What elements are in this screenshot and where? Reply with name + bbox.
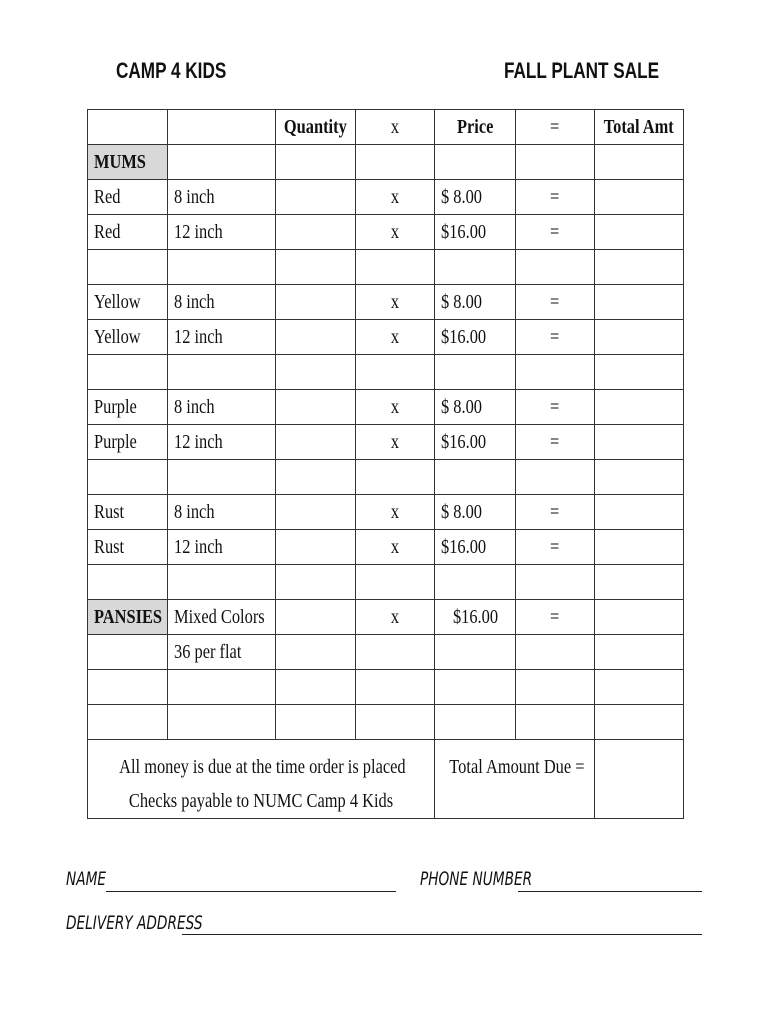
empty-cell [276, 250, 356, 285]
equals-sign: = [516, 390, 595, 425]
quantity-field[interactable] [276, 390, 356, 425]
total-field[interactable] [595, 180, 684, 215]
empty-cell [516, 250, 595, 285]
empty-cell [595, 670, 684, 705]
item-size: 8 inch [168, 285, 276, 320]
quantity-field[interactable] [276, 215, 356, 250]
payment-note [88, 740, 435, 819]
empty-cell [595, 460, 684, 495]
header-equals: = [516, 110, 595, 145]
item-color: Purple [88, 425, 168, 460]
empty-cell [276, 705, 356, 740]
empty-cell [435, 705, 516, 740]
equals-sign: = [516, 600, 595, 635]
equals-sign: = [516, 425, 595, 460]
item-price: $ 8.00 [435, 180, 516, 215]
table-row [88, 425, 684, 460]
total-field[interactable] [595, 320, 684, 355]
empty-cell [516, 670, 595, 705]
empty-cell [356, 250, 435, 285]
empty-cell [88, 635, 168, 670]
item-color: Rust [88, 530, 168, 565]
table-row [88, 320, 684, 355]
pansies-row [88, 600, 684, 635]
item-price: $16.00 [435, 320, 516, 355]
footer-row [88, 740, 684, 819]
item-price: $ 8.00 [435, 495, 516, 530]
empty-cell [595, 145, 684, 180]
table-row [88, 495, 684, 530]
empty-cell [435, 670, 516, 705]
quantity-field[interactable] [276, 530, 356, 565]
empty-cell [435, 355, 516, 390]
empty-cell [516, 705, 595, 740]
empty-cell [168, 145, 276, 180]
empty-cell [435, 635, 516, 670]
empty-cell [516, 460, 595, 495]
equals-sign: = [516, 215, 595, 250]
delivery-address-field[interactable] [182, 934, 702, 935]
times-sign: x [356, 180, 435, 215]
empty-cell [276, 355, 356, 390]
phone-number-label: PHONE NUMBER [420, 868, 533, 890]
item-price: $16.00 [435, 215, 516, 250]
item-size: 12 inch [168, 320, 276, 355]
pansies-label: PANSIES [88, 600, 168, 635]
empty-cell [168, 355, 276, 390]
times-sign: x [356, 390, 435, 425]
table-header-row [88, 110, 684, 145]
quantity-field[interactable] [276, 425, 356, 460]
empty-cell [168, 250, 276, 285]
empty-cell [276, 145, 356, 180]
equals-sign: = [516, 495, 595, 530]
empty-cell [168, 460, 276, 495]
empty-cell [356, 670, 435, 705]
total-field[interactable] [595, 215, 684, 250]
order-table [87, 109, 684, 819]
empty-cell [435, 250, 516, 285]
spacer-row [88, 670, 684, 705]
table-row [88, 215, 684, 250]
spacer-row [88, 460, 684, 495]
empty-cell [88, 705, 168, 740]
item-size: 8 inch [168, 180, 276, 215]
quantity-field[interactable] [276, 320, 356, 355]
item-price: $ 8.00 [435, 285, 516, 320]
empty-cell [595, 705, 684, 740]
empty-cell [168, 670, 276, 705]
empty-cell [88, 460, 168, 495]
pansies-note: 36 per flat [168, 635, 276, 670]
empty-cell [516, 635, 595, 670]
empty-cell [435, 145, 516, 180]
times-sign: x [356, 530, 435, 565]
empty-cell [516, 145, 595, 180]
empty-cell [435, 460, 516, 495]
empty-cell [356, 460, 435, 495]
empty-cell [88, 355, 168, 390]
table-row [88, 390, 684, 425]
item-size: 12 inch [168, 530, 276, 565]
times-sign: x [356, 495, 435, 530]
equals-sign: = [516, 530, 595, 565]
equals-sign: = [516, 180, 595, 215]
equals-sign: = [516, 320, 595, 355]
item-color: Red [88, 215, 168, 250]
spacer-row [88, 250, 684, 285]
empty-cell [88, 670, 168, 705]
item-size: 8 inch [168, 495, 276, 530]
header-sale-title: FALL PLANT SALE [504, 58, 660, 83]
times-sign: x [356, 320, 435, 355]
empty-cell [595, 250, 684, 285]
empty-cell [595, 565, 684, 600]
empty-cell [595, 355, 684, 390]
total-amount-due-label: Total Amount Due = [435, 740, 595, 819]
checks-payable-text: Checks payable to NUMC Camp 4 Kids [128, 790, 394, 812]
empty-cell [356, 145, 435, 180]
mums-label: MUMS [88, 145, 168, 180]
header-cell-blank-2 [168, 110, 276, 145]
quantity-field[interactable] [276, 600, 356, 635]
empty-cell [88, 565, 168, 600]
spacer-row [88, 565, 684, 600]
total-field[interactable] [595, 530, 684, 565]
empty-cell [276, 460, 356, 495]
empty-cell [276, 670, 356, 705]
header-times: x [356, 110, 435, 145]
item-price: $16.00 [435, 600, 516, 635]
item-price: $ 8.00 [435, 390, 516, 425]
name-label: NAME [66, 868, 107, 890]
total-field[interactable] [595, 495, 684, 530]
total-field[interactable] [595, 425, 684, 460]
item-price: $16.00 [435, 425, 516, 460]
item-color: Red [88, 180, 168, 215]
total-field[interactable] [595, 600, 684, 635]
empty-cell [595, 635, 684, 670]
empty-cell [356, 635, 435, 670]
item-size: 12 inch [168, 425, 276, 460]
spacer-row [88, 355, 684, 390]
quantity-field[interactable] [276, 180, 356, 215]
empty-cell [88, 250, 168, 285]
table-row [88, 530, 684, 565]
pansies-description: Mixed Colors [168, 600, 276, 635]
times-sign: x [356, 215, 435, 250]
empty-cell [356, 705, 435, 740]
times-sign: x [356, 285, 435, 320]
total-amount-due-field[interactable] [595, 740, 684, 819]
times-sign: x [356, 600, 435, 635]
equals-sign: = [516, 285, 595, 320]
empty-cell [516, 355, 595, 390]
header-quantity: Quantity [276, 110, 356, 145]
item-size: 12 inch [168, 215, 276, 250]
header-cell-blank-1 [88, 110, 168, 145]
empty-cell [356, 355, 435, 390]
empty-cell [168, 705, 276, 740]
item-price: $16.00 [435, 530, 516, 565]
header-total-amt: Total Amt [595, 110, 684, 145]
item-size: 8 inch [168, 390, 276, 425]
times-sign: x [356, 425, 435, 460]
empty-cell [356, 565, 435, 600]
item-color: Purple [88, 390, 168, 425]
empty-cell [276, 565, 356, 600]
empty-cell [435, 565, 516, 600]
mums-section-row [88, 145, 684, 180]
table-row [88, 180, 684, 215]
spacer-row [88, 705, 684, 740]
header-camp-title: CAMP 4 KIDS [116, 58, 227, 83]
payment-due-text: All money is due at the time order is placed [119, 756, 406, 778]
quantity-field[interactable] [276, 285, 356, 320]
total-field[interactable] [595, 285, 684, 320]
empty-cell [168, 565, 276, 600]
empty-cell [276, 635, 356, 670]
empty-cell [516, 565, 595, 600]
phone-number-field[interactable] [518, 891, 702, 892]
quantity-field[interactable] [276, 495, 356, 530]
pansies-note-row [88, 635, 684, 670]
header-price: Price [435, 110, 516, 145]
delivery-address-label: DELIVERY ADDRESS [66, 912, 203, 934]
item-color: Yellow [88, 285, 168, 320]
item-color: Yellow [88, 320, 168, 355]
item-color: Rust [88, 495, 168, 530]
table-row [88, 285, 684, 320]
name-field[interactable] [106, 891, 396, 892]
total-field[interactable] [595, 390, 684, 425]
